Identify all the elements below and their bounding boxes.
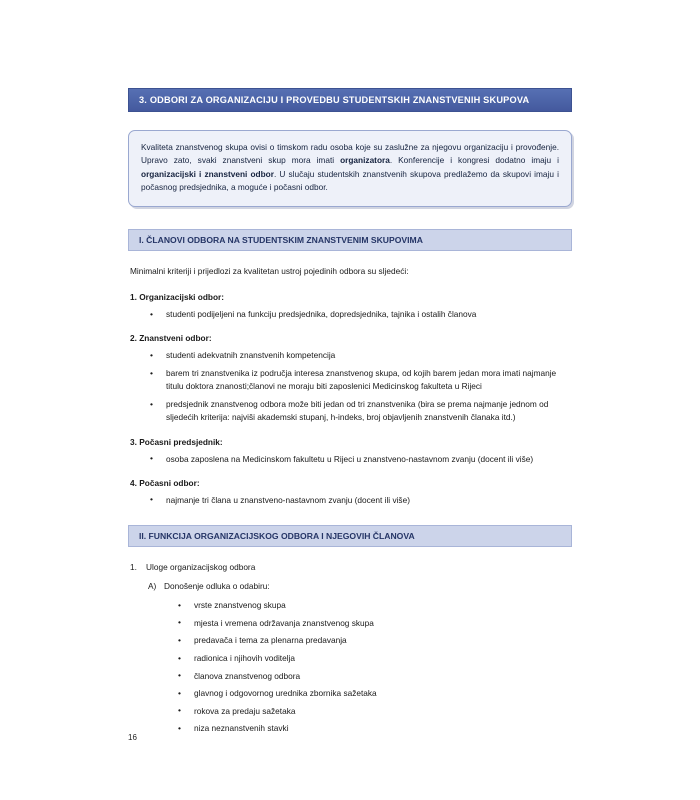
chapter-title-bar: 3. ODBORI ZA ORGANIZACIJU I PROVEDBU STUDENTSKIH ZNANSTVENIH SKUPOVA — [128, 88, 572, 112]
item-text: Uloge organizacijskog odbora — [146, 561, 256, 572]
section-heading-i: I. ČLANOVI ODBORA NA STUDENTSKIM ZNANSTVENIM SKUPOVIMA — [128, 229, 572, 251]
page-number: 16 — [128, 733, 137, 742]
group-title: 1. Organizacijski odbor: — [130, 292, 225, 303]
sub-item-marker: A) — [148, 581, 157, 592]
intro-text-part3: . U slučaju studentskih znanstvenih skupova predlažemo da skupovi imaju i počasnog predsjednika, a moguće i počasni odbor. — [141, 168, 559, 193]
list-item: • radionica i njihovih voditelja — [178, 652, 572, 665]
section-ii-list — [130, 561, 572, 736]
group-list-pocasni-predsjednik — [128, 453, 572, 466]
list-item: • niza neznanstvenih stavki — [178, 722, 572, 735]
list-item: • osoba zaposlena na Medicinskom fakultetu u Rijeci u znanstveno-nastavnom zvanju (docent ili više) — [150, 453, 572, 466]
group-pocasni-odbor — [130, 478, 572, 488]
list-item: • najmanje tri člana u znanstveno-nastavnom zvanju (docent ili više) — [150, 494, 572, 507]
group-list-organizacijski-odbor — [128, 308, 572, 321]
list-item: • studenti podijeljeni na funkciju predsjednika, dopredsjednika, tajnika i ostalih članova — [150, 308, 572, 321]
list-item: • studenti adekvatnih znanstvenih kompetencija — [150, 349, 572, 362]
list-item: • barem tri znanstvenika iz područja interesa znanstvenog skupa, od kojih barem jedan mora imati najmanje titulu doktora znanosti;članovi ne moraju biti zaposlenici Medicinskog fakulteta u Rijeci — [150, 367, 572, 393]
group-title: 2. Znanstveni odbor: — [130, 333, 212, 344]
item-marker: 1. — [130, 561, 137, 572]
list-item: • mjesta i vremena održavanja znanstvenog skupa — [178, 617, 572, 630]
sub-item — [130, 580, 572, 593]
section-heading-ii: II. FUNKCIJA ORGANIZACIJSKOG ODBORA I NJEGOVIH ČLANOVA — [128, 525, 572, 547]
list-item: • predavača i tema za plenarna predavanja — [178, 634, 572, 647]
list-item: • predsjednik znanstvenog odbora može biti jedan od tri znanstvenika (bira se prema najmanje jednom od sljedećih kriterija: najviši akademski stupanj, h-indeks, broj objavljenih znanstvenih članaka itd.) — [150, 398, 572, 424]
group-list-znanstveni-odbor — [128, 349, 572, 424]
list-item: • članova znanstvenog odbora — [178, 670, 572, 683]
intro-text-part2: . Konferencije i kongresi dodatno imaju i — [389, 155, 559, 166]
intro-text-part1: Kvaliteta znanstvenog skupa ovisi o timskom radu osoba koje su zaslužne za njegovu organizaciju i provođenje. Upravo zato, svaki znanstveni skup mora imati — [141, 142, 559, 166]
group-organizacijski-odbor — [130, 292, 572, 302]
group-title: 3. Počasni predsjednik: — [130, 436, 223, 447]
list-item: • vrste znanstvenog skupa — [178, 599, 572, 612]
intro-bold-odbor: organizacijski i znanstveni odbor — [141, 168, 274, 179]
section-i-lead: Minimalni kriteriji i prijedlozi za kvalitetan ustroj pojedinih odbora su sljedeći: — [130, 265, 409, 276]
group-list-pocasni-odbor — [128, 494, 572, 507]
group-title: 4. Počasni odbor: — [130, 477, 200, 488]
numbered-item — [130, 561, 572, 574]
intro-callout — [128, 130, 572, 207]
list-item: • rokova za predaju sažetaka — [178, 705, 572, 718]
list-item: • glavnog i odgovornog urednika zbornika sažetaka — [178, 687, 572, 700]
sub-item-text: Donošenje odluka o odabiru: — [164, 581, 270, 592]
group-pocasni-predsjednik — [130, 437, 572, 447]
group-znanstveni-odbor — [130, 333, 572, 343]
sub-item-bullet-list — [130, 599, 572, 735]
intro-bold-organizatora: organizatora — [340, 155, 390, 166]
